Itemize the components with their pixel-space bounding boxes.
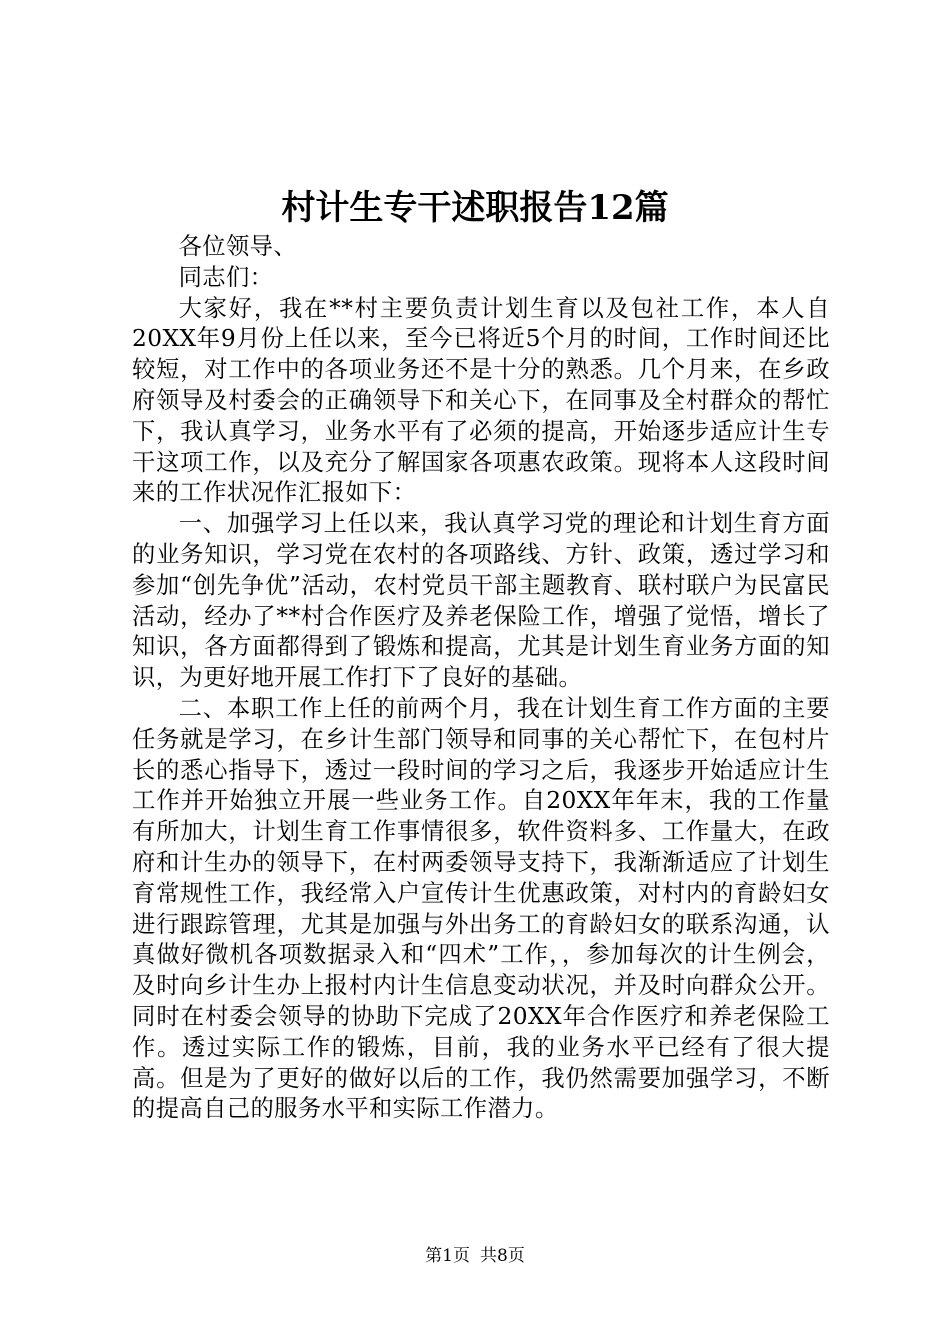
document-title: 村计生专干述职报告12篇: [281, 188, 669, 228]
document-body: [132, 232, 830, 1125]
salutation-line: 同志们：: [178, 263, 274, 291]
body-paragraph: 大家好，我在**村主要负责计划生育以及包社工作，本人自20XX年9月份上任以来，至今已将近5个月的时间，工作时间还比较短，对工作中的各项业务还不是十分的熟悉。几个月来，在乡政府领导及村委会的正确领导下和关心下，在同事及全村群众的帮忙下，我认真学习，业务水平有了必须的提高，开始逐步适应计生专干这项工作，以及充分了解国家各项惠农政策。现将本人这段时间来的工作状况作汇报如下：: [132, 294, 830, 507]
page-footer: [0, 1244, 950, 1268]
body-paragraph: 一、加强学习上任以来，我认真学习党的理论和计划生育方面的业务知识，学习党在农村的各项路线、方针、政策，透过学习和参加“创先争优”活动，农村党员干部主题教育、联村联户为民富民活动，经办了**村合作医疗及养老保险工作，增强了觉悟，增长了知识，各方面都得到了锻炼和提高，尤其是计划生育业务方面的知识，为更好地开展工作打下了良好的基础。: [132, 510, 830, 692]
page-number: 第1页: [425, 1246, 470, 1266]
body-paragraph: 二、本职工作上任的前两个月，我在计划生育工作方面的主要任务就是学习，在乡计生部门领导和同事的关心帮忙下，在包村片长的悉心指导下，透过一段时间的学习之后，我逐步开始适应计生工作并开始独立开展一些业务工作。自20XX年年末，我的工作量有所加大，计划生育工作事情很多，软件资料多、工作量大，在政府和计生办的领导下，在村两委领导支持下，我渐渐适应了计划生育常规性工作，我经常入户宣传计生优惠政策，对村内的育龄妇女进行跟踪管理，尤其是加强与外出务工的育龄妇女的联系沟通，认真做好微机各项数据录入和“四术”工作，，参加每次的计生例会，及时向乡计生办上报村内计生信息变动状况，并及时向群众公开。同时在村委会领导的协助下完成了20XX年合作医疗和养老保险工作。透过实际工作的锻炼，目前，我的业务水平已经有了很大提高。但是为了更好的做好以后的工作，我仍然需要加强学习，不断的提高自己的服务水平和实际工作潜力。: [132, 694, 830, 1123]
salutation-line: 各位领导、: [178, 233, 298, 260]
page-total: 共8页: [480, 1246, 525, 1266]
